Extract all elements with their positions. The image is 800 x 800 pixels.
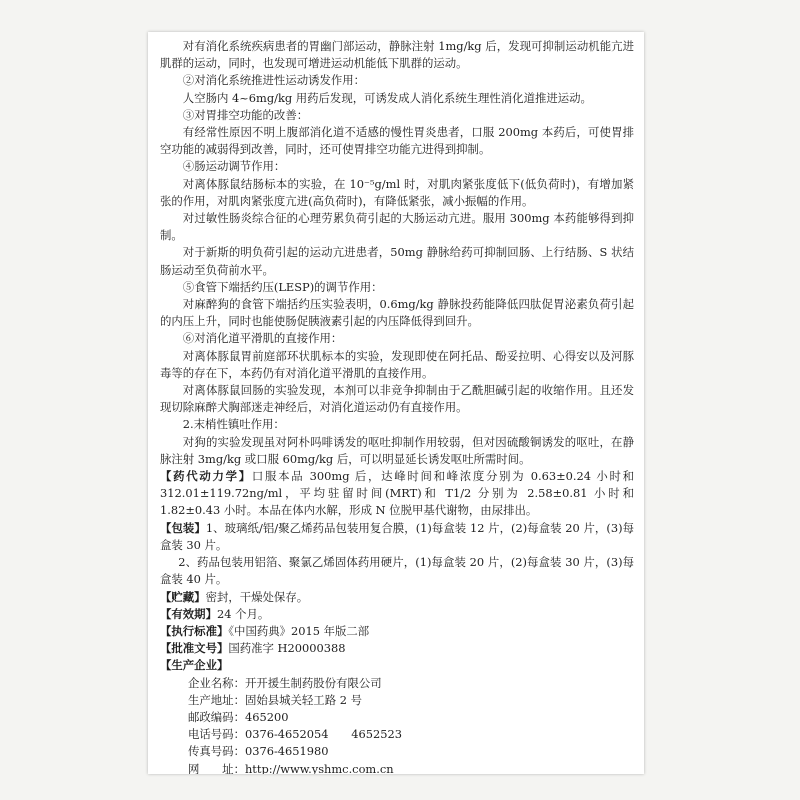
pk-text: 口服本品 300mg 后，达峰时间和峰浓度分别为 0.63±0.24 小时和 312.01±119.72ng/ml，平均驻留时间(MRT)和 T1/2 分别为 2.58±0.81 小时和 1.82±0.43 小时。本品在体内水解，形成 N 位脱甲基代谢物，由尿排出。 [160, 469, 634, 518]
pharmacology-section [160, 38, 634, 468]
pharmacology-paragraph: 对离体豚鼠胃前庭部环状肌标本的实验，发现即使在阿托品、酚妥拉明、心得安以及河豚毒等的存在下，本药仍有对消化道平滑肌的直接作用。 [160, 348, 634, 380]
standard-label: 【执行标准】 [160, 623, 229, 638]
storage-label: 【贮藏】 [160, 589, 206, 604]
pharmacology-paragraph: 对于新斯的明负荷引起的运动亢进患者，50mg 静脉给药可抑制回肠、上行结肠、S 状结肠运动至负荷前水平。 [160, 245, 634, 277]
postal-code: 邮政编码：465200 [188, 709, 289, 724]
package-text-2: 2、药品包装用铝箔、聚氯乙烯固体药用硬片，(1)每盒装 20 片，(2)每盒装 30 片，(3)每盒装 40 片。 [160, 555, 634, 587]
package-paragraph [160, 520, 634, 554]
storage-text: 密封，干燥处保存。 [205, 589, 309, 604]
manufacturer-label: 【生产企业】 [160, 658, 229, 673]
pharmacology-paragraph: 对狗的实验发现虽对阿朴吗啡诱发的呕吐抑制作用较弱，但对因硫酸铜诱发的呕吐，在静脉注射 3mg/kg 或口服 60mg/kg 后，可以明显延长诱发呕吐所需时间。 [160, 434, 634, 466]
package-label: 【包装】 [160, 520, 206, 535]
package-paragraph-2 [160, 554, 634, 588]
validity-text: 24 个月。 [216, 606, 270, 621]
approval-label: 【批准文号】 [160, 641, 229, 656]
phone-number: 电话号码：0376-4652054 4652523 [188, 727, 403, 742]
pharmacology-paragraph: ⑤食管下端括约压(LESP)的调节作用： [182, 279, 383, 294]
company-address: 生产地址：固始县城关轻工路 2 号 [188, 692, 362, 707]
approval-text: 国药准字 H20000388 [228, 641, 346, 656]
manufacturer-heading [160, 657, 634, 674]
pharmacology-paragraph: 2.末梢性镇吐作用： [182, 417, 285, 432]
validity-label: 【有效期】 [160, 606, 217, 621]
standard-paragraph [160, 623, 634, 640]
pharmacology-paragraph: 对有消化系统疾病患者的胃幽门部运动，静脉注射 1mg/kg 后，发现可抑制运动机能亢进肌群的运动，同时，也发现可增进运动机能低下肌群的运动。 [160, 39, 634, 71]
manufacturer-info [160, 675, 634, 774]
storage-paragraph [160, 589, 634, 606]
pharmacology-paragraph: 人空肠内 4~6mg/kg 用药后发现，可诱发成人消化系统生理性消化道推进运动。 [182, 90, 592, 105]
validity-paragraph [160, 606, 634, 623]
pharmacology-paragraph: ④肠运动调节作用： [182, 159, 286, 174]
fax-number: 传真号码：0376-4651980 [188, 744, 329, 759]
pharmacology-paragraph: 对离体豚鼠回肠的实验发现，本剂可以非竞争抑制由于乙酰胆碱引起的收缩作用。且还发现切除麻醉犬胸部迷走神经后，对消化道运动仍有直接作用。 [160, 383, 634, 415]
approval-paragraph [160, 640, 634, 657]
package-text-1: 1、玻璃纸/铝/聚乙烯药品包装用复合膜，(1)每盒装 12 片，(2)每盒装 20 片，(3)每盒装 30 片。 [160, 520, 634, 552]
pharmacology-paragraph: 有经常性原因不明上腹部消化道不适感的慢性胃炎患者，口服 200mg 本药后，可使胃排空功能的减弱得到改善，同时，还可使胃排空功能亢进得到抑制。 [160, 125, 634, 157]
website: 网 址：http://www.yshmc.com.cn [188, 761, 394, 774]
pharmacology-paragraph: ⑥对消化道平滑肌的直接作用： [182, 331, 343, 346]
pharmacology-paragraph: ②对消化系统推进性运动诱发作用： [182, 73, 366, 88]
pharmacology-paragraph: ③对胃排空功能的改善： [182, 107, 309, 122]
pk-paragraph [160, 468, 634, 520]
standard-text: 《中国药典》2015 年版二部 [228, 623, 370, 638]
pharmacology-paragraph: 对过敏性肠炎综合征的心理劳累负荷引起的大肠运动亢进。服用 300mg 本药能够得到抑制。 [160, 211, 634, 243]
pharmacology-paragraph: 对麻醉狗的食管下端括约压实验表明，0.6mg/kg 静脉投药能降低四肽促胃泌素负荷引起的内压上升，同时也能使肠促胰液素引起的内压降低得到回升。 [160, 297, 634, 329]
pk-label: 【药代动力学】 [160, 469, 252, 484]
company-name: 企业名称：开开援生制药股份有限公司 [188, 675, 382, 690]
document-page [148, 32, 644, 774]
pharmacology-paragraph: 对离体豚鼠结肠标本的实验，在 10⁻⁵g/ml 时，对肌肉紧张度低下(低负荷时)，有增加紧张的作用，对肌肉紧张度亢进(高负荷时)，有降低紧张，减小振幅的作用。 [160, 176, 634, 208]
